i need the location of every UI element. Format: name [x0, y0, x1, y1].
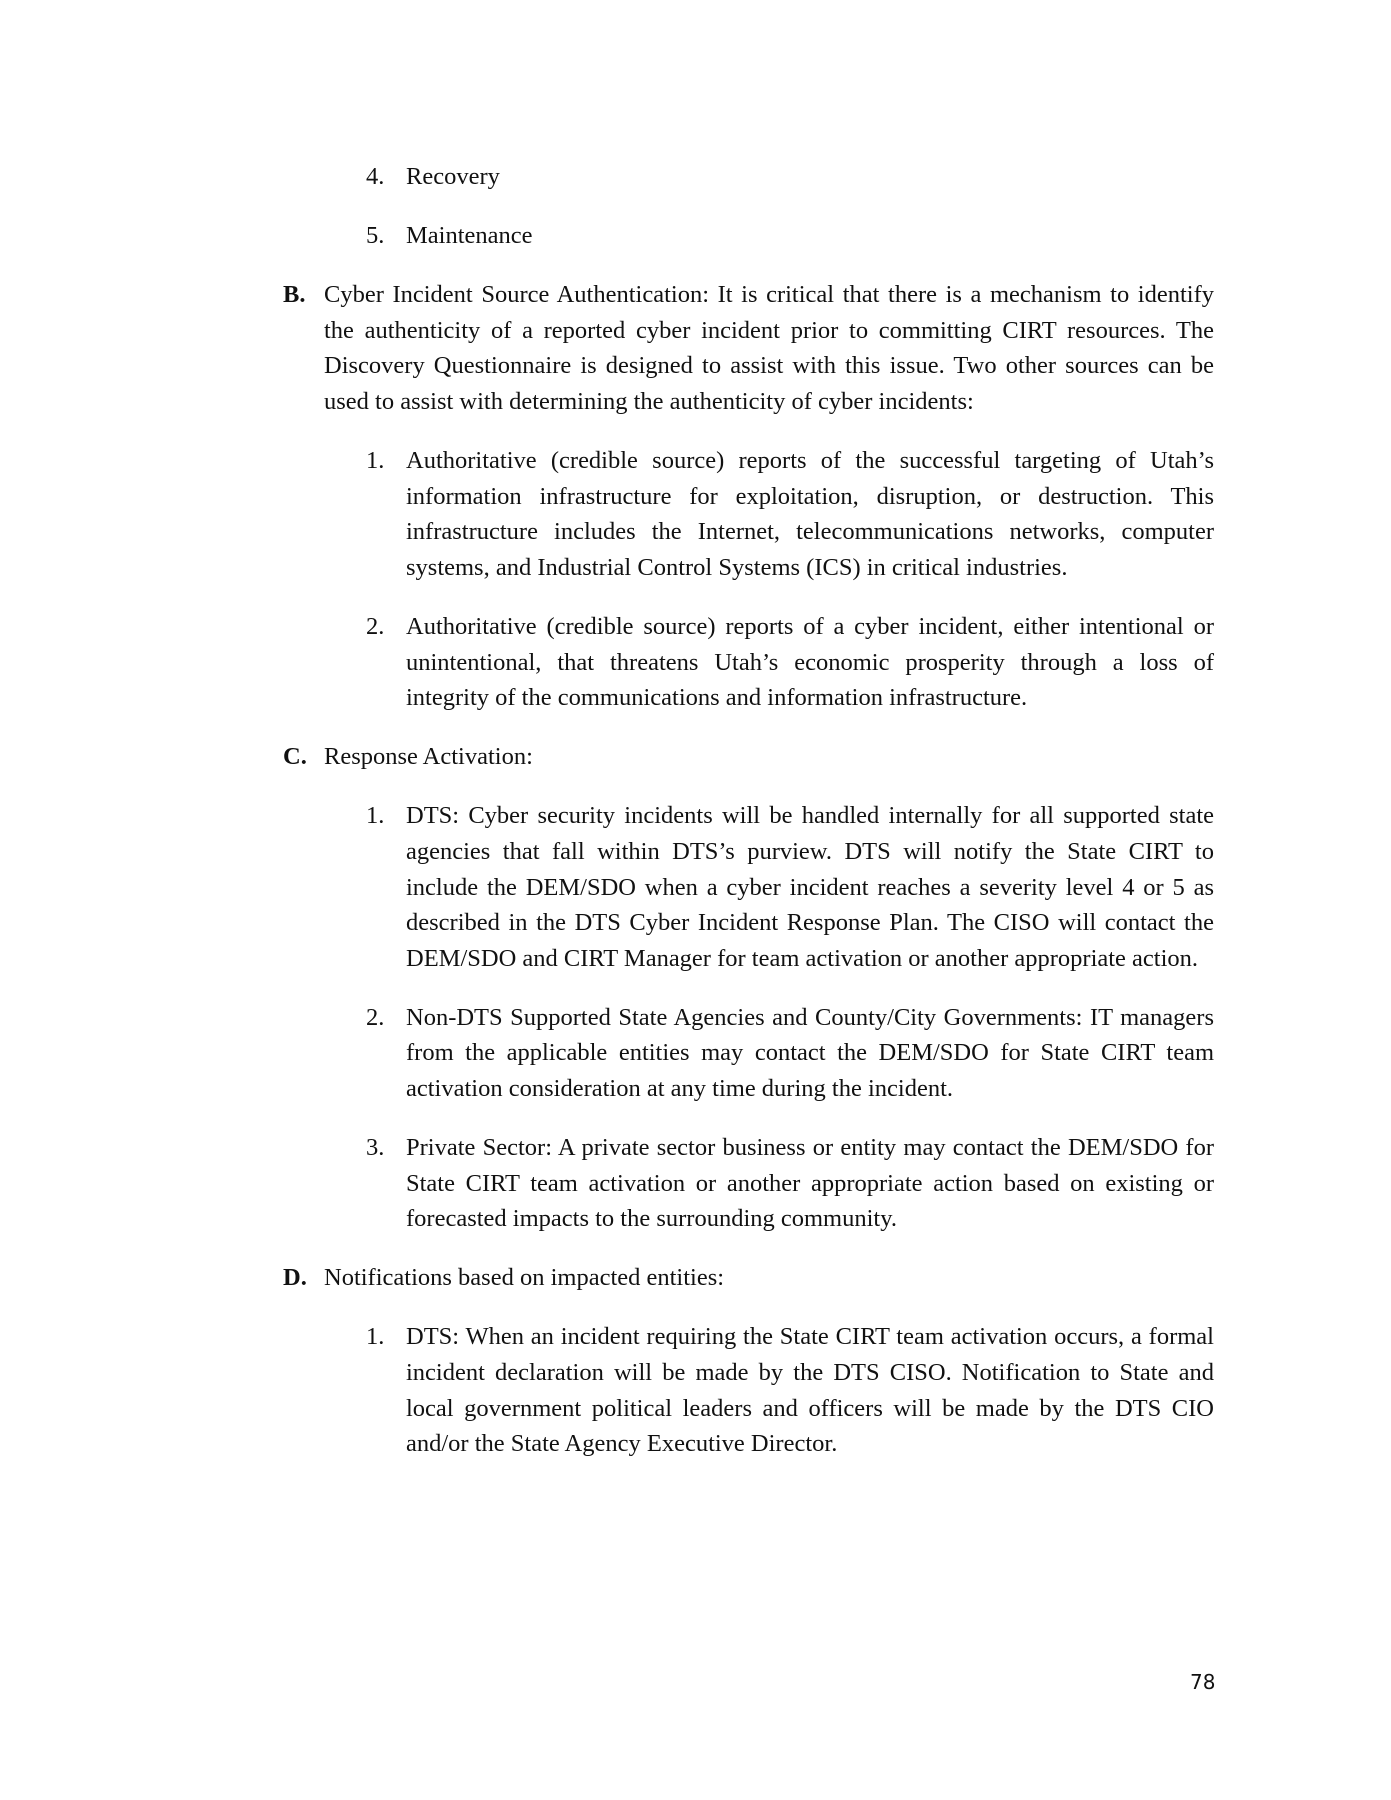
item-number: 2.	[366, 612, 385, 640]
list-item	[366, 443, 1214, 585]
list-item	[366, 159, 1214, 195]
item-text: Authoritative (credible source) reports of a cyber incident, either intentional or unintentional, that threatens Utah’s economic prosperity through a loss of integrity of the communications and information infrastructure.	[406, 612, 1214, 712]
list-item	[366, 1130, 1214, 1237]
section-label: B.	[283, 281, 306, 309]
section-d	[283, 1260, 1214, 1296]
item-text: Recovery	[406, 163, 500, 190]
section-text: Cyber Incident Source Authentication: It is critical that there is a mechanism to identify the authenticity of a reported cyber incident prior to committing CIRT resources. The Discovery Questionnaire is designed to assist with this issue. Two other sources can be used to assist with determining the authenticity of cyber incidents:	[324, 281, 1214, 415]
section-c	[283, 739, 1214, 775]
item-number: 1.	[366, 802, 385, 830]
item-text: Authoritative (credible source) reports of the successful targeting of Utah’s information infrastructure for exploitation, disruption, or destruction. This infrastructure includes the Internet, telecommunications networks, computer systems, and Industrial Control Systems (ICS) in critical industries.	[406, 447, 1214, 581]
item-number: 5.	[366, 222, 385, 250]
document-body	[283, 159, 1214, 1462]
section-text: Notifications based on impacted entities:	[324, 1264, 725, 1292]
item-number: 2.	[366, 1003, 385, 1031]
section-text: Response Activation:	[324, 743, 533, 771]
list-item	[366, 798, 1214, 976]
list-item	[366, 1319, 1214, 1461]
list-item	[366, 218, 1214, 254]
item-number: 1.	[366, 447, 385, 475]
item-text: Non-DTS Supported State Agencies and County/City Governments: IT managers from the applicable entities may contact the DEM/SDO for State CIRT team activation consideration at any time during the incident.	[406, 1003, 1214, 1102]
item-text: Maintenance	[406, 222, 533, 250]
list-item	[366, 609, 1214, 716]
section-label: D.	[283, 1264, 307, 1292]
section-b	[283, 277, 1214, 419]
item-number: 3.	[366, 1134, 385, 1162]
item-text: Private Sector: A private sector business or entity may contact the DEM/SDO for State CIRT team activation or another appropriate action based on existing or forecasted impacts to the surrounding community.	[406, 1134, 1214, 1233]
item-text: DTS: When an incident requiring the State CIRT team activation occurs, a formal incident declaration will be made by the DTS CISO. Notification to State and local government political leaders and officers will be made by the DTS CIO and/or the State Agency Executive Director.	[406, 1323, 1214, 1458]
list-item	[366, 1000, 1214, 1107]
item-text: DTS: Cyber security incidents will be handled internally for all supported state agencies that fall within DTS’s purview. DTS will notify the State CIRT to include the DEM/SDO when a cyber incident reaches a severity level 4 or 5 as described in the DTS Cyber Incident Response Plan. The CISO will contact the DEM/SDO and CIRT Manager for team activation or another appropriate action.	[406, 802, 1214, 972]
item-number: 1.	[366, 1323, 385, 1351]
section-label: C.	[283, 743, 307, 771]
item-number: 4.	[366, 163, 385, 190]
page-number: 78	[1190, 1670, 1216, 1694]
